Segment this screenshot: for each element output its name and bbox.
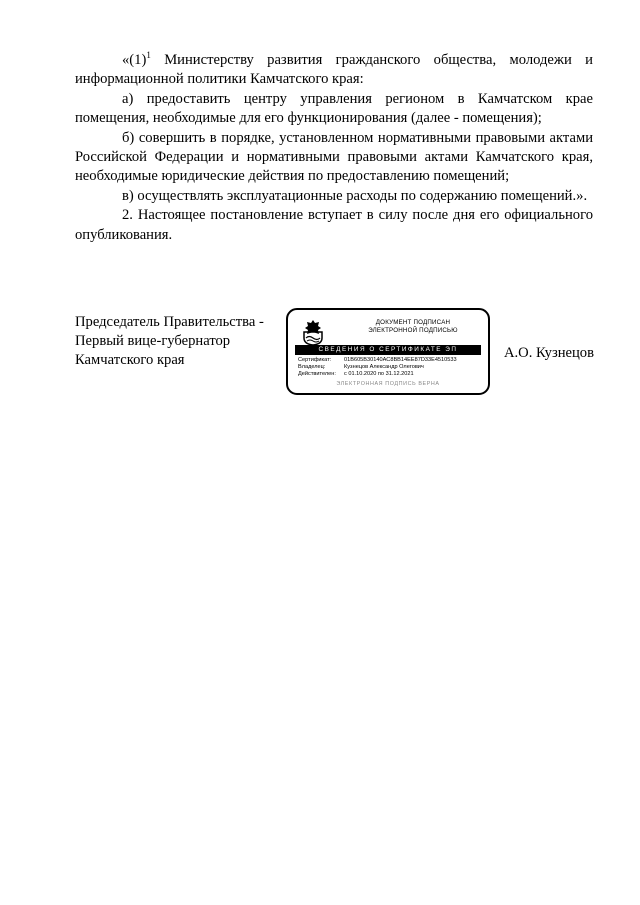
paragraph-1 — [75, 51, 593, 90]
validity-value: с 01.10.2020 по 31.12.2021 — [344, 371, 414, 377]
stamp-header-line-1: ДОКУМЕНТ ПОДПИСАН — [375, 319, 451, 326]
decree-text — [75, 51, 593, 245]
certificate-label: Сертификат: — [298, 357, 332, 363]
paragraph-3: б) совершить в порядке, установленном нормативными правовыми актами Российской Федерации и нормативными правовыми актами Камчатского края, необходимые юридические действия по предоставлению помещений; — [75, 129, 593, 185]
paragraph-4: в) осуществлять эксплуатационные расходы по содержанию помещений.». — [122, 187, 588, 204]
owner-row — [298, 364, 484, 371]
paragraph-5: 2. Настоящее постановление вступает в силу после дня его официального опубликования. — [75, 207, 593, 243]
paragraph-2: а) предоставить центру управления регионом в Камчатском крае помещения, необходимые для его функционирования (далее - помещения); — [75, 90, 593, 127]
owner-label: Владелец: — [298, 364, 326, 370]
certificate-row — [298, 357, 484, 364]
stamp-header — [348, 319, 478, 335]
owner-value: Кузнецов Александр Олегович — [344, 364, 424, 370]
paragraph-1-text: Министерству развития гражданского общества, молодежи и информационной политики Камчатского края: — [75, 52, 593, 88]
footnote-mark: 1 — [146, 50, 151, 61]
signer-line-2: Первый вице-губернатор — [75, 333, 231, 349]
paragraph-1-prefix: «(1) — [122, 52, 147, 68]
coat-of-arms-icon — [301, 318, 325, 346]
signer-name: А.О. Кузнецов — [503, 345, 594, 361]
signer-line-3: Камчатского края — [75, 352, 185, 368]
certificate-info-bar: СВЕДЕНИЯ О СЕРТИФИКАТЕ ЭП — [295, 345, 481, 355]
signature-verified-note: ЭЛЕКТРОННАЯ ПОДПИСЬ ВЕРНА — [336, 381, 440, 387]
electronic-signature-stamp — [286, 308, 490, 395]
stamp-header-line-2: ЭЛЕКТРОННОЙ ПОДПИСЬЮ — [368, 327, 458, 334]
certificate-value: 01B605B30140AC8BB14EE87D33E4510533 — [344, 357, 457, 363]
signer-position — [75, 313, 290, 370]
validity-row — [298, 371, 484, 378]
signer-line-1: Председатель Правительства - — [75, 314, 264, 330]
validity-label: Действителен: — [298, 371, 336, 377]
certificate-details — [298, 357, 484, 378]
